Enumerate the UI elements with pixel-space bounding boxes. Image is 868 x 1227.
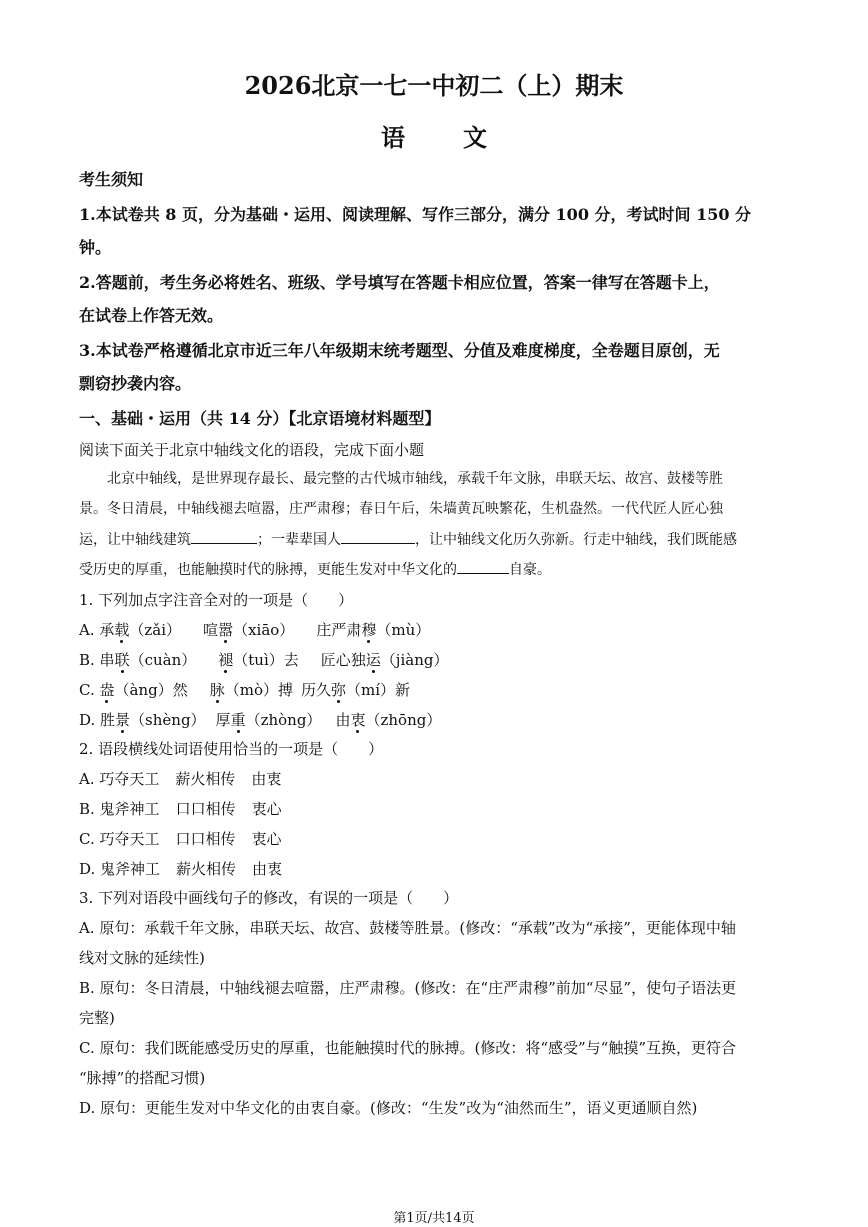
question-2-option-b: B. 鬼斧神工 口口相传 衷心 bbox=[79, 800, 282, 818]
answer-blank-1 bbox=[191, 529, 257, 544]
passage-line-2: 景。冬日清晨，中轴线褪去喧嚣，庄严肃穆；春日午后，朱墙黄瓦映繁花，生机盎然。一代代匠人匠心独 bbox=[79, 501, 723, 517]
question-3-option-a-cont: 线对文脉的延续性) bbox=[79, 949, 205, 967]
notice-heading: 考生须知 bbox=[79, 170, 144, 189]
exam-title: 2026北京一七一中初二（上）期末 bbox=[244, 71, 624, 100]
question-2-option-a: A. 巧夺天工 薪火相传 由衷 bbox=[79, 770, 282, 788]
notice-item-1: 1.本试卷共 8 页，分为基础・运用、阅读理解、写作三部分，满分 100 分，考试时间 150 分 bbox=[79, 205, 752, 224]
answer-blank-3 bbox=[457, 559, 509, 574]
question-1-option-d: D. 胜景（shèng） 厚重（zhòng） 由衷（zhōng） bbox=[79, 711, 442, 729]
notice-item-2-cont: 在试卷上作答无效。 bbox=[79, 306, 224, 325]
page-number: 第1页/共14页 bbox=[393, 1211, 475, 1226]
question-1-option-b: B. 串联（cuàn） 褪（tuì）去 匠心独运（jiàng） bbox=[79, 651, 449, 669]
question-3-option-c: C. 原句：我们既能感受历史的厚重，也能触摸时代的脉搏。(修改：将“感受”与“触摸”互换，更符合 bbox=[79, 1039, 737, 1057]
question-3-option-b-cont: 完整) bbox=[79, 1009, 115, 1027]
section-1-intro: 阅读下面关于北京中轴线文化的语段，完成下面小题 bbox=[79, 441, 425, 459]
question-2-stem: 2. 语段横线处词语使用恰当的一项是（ ） bbox=[79, 740, 384, 758]
passage-line-4 bbox=[79, 559, 551, 580]
notice-item-3: 3.本试卷严格遵循北京市近三年八年级期末统考题型、分值及难度梯度，全卷题目原创，无 bbox=[79, 341, 720, 360]
question-3-option-b: B. 原句：冬日清晨，中轴线褪去喧嚣，庄严肃穆。(修改：在“庄严肃穆”前加“尽显”，使句子语法更 bbox=[79, 979, 737, 997]
passage-text: ，让中轴线文化历久弥新。行走中轴线，我们既能感 bbox=[415, 532, 737, 548]
question-2-option-c: C. 巧夺天工 口口相传 衷心 bbox=[79, 830, 282, 848]
question-1-option-c: C. 盎（àng）然 脉（mò）搏 历久弥（mí）新 bbox=[79, 681, 411, 699]
question-2-option-d: D. 鬼斧神工 薪火相传 由衷 bbox=[79, 860, 283, 878]
passage-text: 自豪。 bbox=[509, 562, 551, 578]
question-3-option-a: A. 原句：承载千年文脉，串联天坛、故宫、鼓楼等胜景。(修改：“承载”改为“承接”，更能体现中轴 bbox=[79, 919, 736, 937]
passage-line-3 bbox=[79, 529, 737, 550]
question-3-stem: 3. 下列对语段中画线句子的修改，有误的一项是（ ） bbox=[79, 889, 459, 907]
section-1-heading: 一、基础・运用（共 14 分）【北京语境材料题型】 bbox=[79, 409, 441, 428]
subject-title: 语文 bbox=[381, 123, 545, 152]
notice-item-2: 2.答题前，考生务必将姓名、班级、学号填写在答题卡相应位置，答案一律写在答题卡上， bbox=[79, 273, 720, 292]
question-1-stem: 1. 下列加点字注音全对的一项是（ ） bbox=[79, 591, 354, 609]
question-1-option-a: A. 承载（zǎi） 喧嚣（xiāo） 庄严肃穆（mù） bbox=[79, 621, 431, 639]
question-3-option-d: D. 原句：更能生发对中华文化的由衷自豪。(修改：“生发”改为“油然而生”，语义更通顺自然) bbox=[79, 1099, 698, 1117]
notice-item-3-cont: 剽窃抄袭内容。 bbox=[79, 374, 192, 393]
passage-text: 受历史的厚重，也能触摸时代的脉搏，更能生发对中华文化的 bbox=[79, 562, 457, 578]
passage-text: ；一辈辈国人 bbox=[257, 532, 341, 548]
passage-text: 运，让中轴线建筑 bbox=[79, 532, 191, 548]
question-3-option-c-cont: “脉搏”的搭配习惯) bbox=[79, 1069, 206, 1087]
passage-line-1: 北京中轴线，是世界现存最长、最完整的古代城市轴线，承载千年文脉，串联天坛、故宫、鼓楼等胜 bbox=[107, 471, 723, 487]
answer-blank-2 bbox=[341, 529, 415, 544]
notice-item-1-cont: 钟。 bbox=[79, 238, 112, 257]
